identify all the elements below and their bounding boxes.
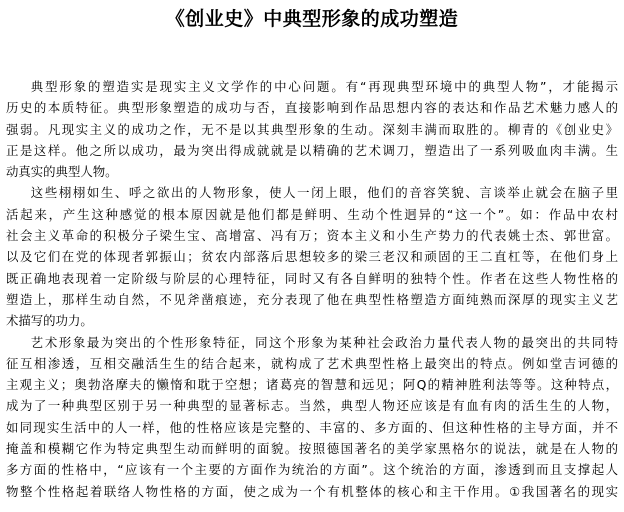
text-line: 塑造上，那样生动自然，不见斧凿痕迹，充分表现了他在典型性格塑造方面纯熟而深厚的现实主义艺 [6, 291, 618, 307]
text-line: 多方面的性格中，“应该有一个主要的方面作为统治的方面”。这个统治的方面，渗透到而且支撑起人 [6, 462, 618, 478]
text-line: 成为了一种典型区别于另一种典型的显著标志。当然，典型人物还应该是有血有肉的活生生的人物， [6, 398, 618, 414]
text-line: 社会主义革命的积极分子梁生宝、高增富、冯有万；资本主义和小生产势力的代表姚士杰、郭世富。 [6, 228, 618, 244]
text-line: 术描写的功力。 [6, 313, 93, 329]
text-line: 典型形象的塑造实是现实主义文学作的中心问题。有“再现典型环境中的典型人物”，才能揭示 [30, 79, 618, 94]
text-line: 如同现实生活中的人一样，他的性格应该是完整的、丰富的、多方面的、但这种性格的主导方面，并不 [6, 419, 618, 435]
text-line: 征互相渗透，互相交融活生生的结合起来，就构成了艺术典型性格上最突出的特点。例如堂吉诃德的 [6, 355, 618, 371]
text-line: 既正确地表现着一定阶级与阶层的心理特征，同时又有各自鲜明的独特个性。作者在这些人物性格的 [6, 270, 618, 286]
document-body [6, 76, 618, 502]
text-line: 正是这样。他之所以成功，最为突出得成就就是以精确的艺术调刀，塑造出了一系列吸血肉丰满。生 [6, 142, 618, 158]
text-line: 活起来，产生这种感觉的根本原因就是他们都是鲜明、生动个性迥异的“这一个”。如：作品中农村 [6, 206, 618, 222]
paragraph-3 [6, 332, 618, 502]
text-line: 物整个性格起着联络人物性格的方面，使之成为一个有机整体的核心和主干作用。①我国著名的现实 [6, 483, 618, 499]
paragraph-2 [6, 182, 618, 331]
text-line: 强弱。凡现实主义的成功之作，无不是以其典型形象的生动。深刻丰满而取胜的。柳青的《创业史》 [6, 121, 618, 137]
text-line: 历史的本质特征。典型形象塑造的成功与否，直接影响到作品思想内容的表达和作品艺术魅力感人的 [6, 100, 618, 116]
text-line: 主观主义；奥勃洛摩夫的懒惰和耽于空想；诸葛亮的智慧和远见；阿Q的精神胜利法等等。这种特点， [6, 377, 618, 393]
text-line: 这些栩栩如生、呼之欲出的人物形象，使人一闭上眼，他们的音容笑貌、言谈举止就会在脑子里 [30, 185, 618, 201]
text-line: 以及它们在党的体现者郭振山；贫农内部落后思想较多的梁三老汉和顽固的王二直杠等，在他们身上 [6, 249, 618, 265]
text-line: 艺术形象最为突出的个性形象特征，同这个形象为某种社会政治力量代表人物的最突出的共同特 [30, 334, 618, 350]
text-line: 掩盖和模糊它作为特定典型生动而鲜明的面貌。按照德国著名的美学家黑格尔的说法，就是在人物的 [6, 441, 618, 457]
paragraph-1 [6, 76, 618, 182]
text-line: 动真实的典型人物。 [6, 164, 118, 180]
document-title: 《创业史》中典型形象的成功塑造 [165, 8, 459, 30]
